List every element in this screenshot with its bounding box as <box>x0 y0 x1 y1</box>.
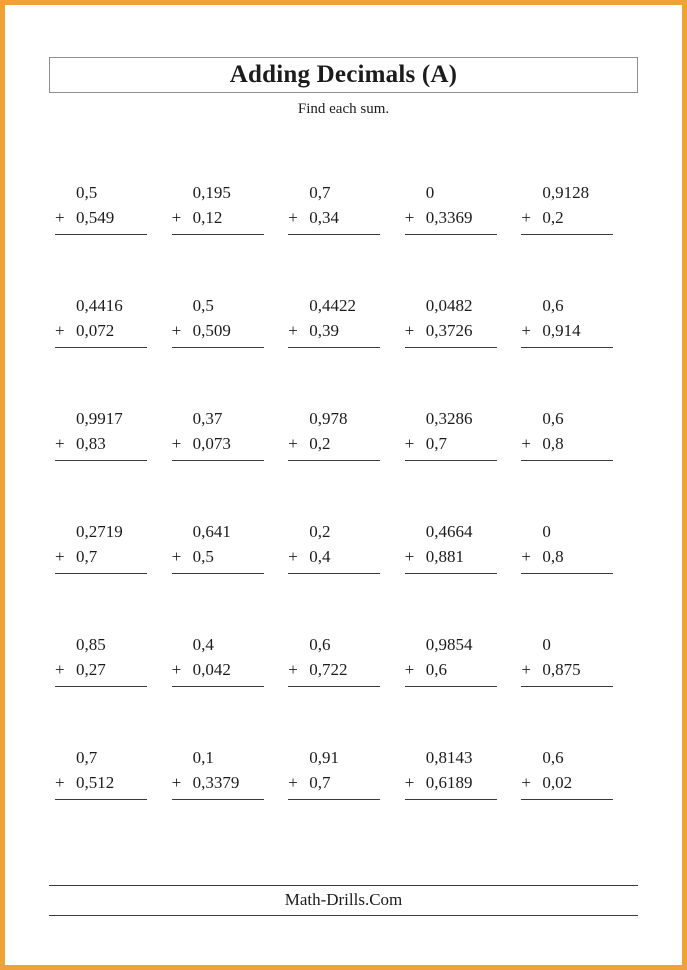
addend-top: 0,8143 <box>425 748 473 767</box>
addition-problem <box>405 293 497 348</box>
addend-top: 0,9917 <box>76 409 123 428</box>
addend-top-row <box>405 519 497 544</box>
addend-bottom: 0,4 <box>309 547 331 566</box>
answer-line <box>172 573 264 574</box>
addition-problem <box>405 180 497 235</box>
answer-line <box>521 460 613 461</box>
plus-placeholder <box>55 745 76 770</box>
addend-bottom-row <box>172 657 264 682</box>
addend-top: 0 <box>542 522 551 541</box>
addition-problem <box>405 406 497 461</box>
addend-top-row <box>405 293 497 318</box>
addend-bottom: 0,7 <box>309 773 331 792</box>
addend-top-row <box>55 519 147 544</box>
answer-line <box>405 460 497 461</box>
addend-bottom-row <box>405 431 497 456</box>
addend-top-row <box>288 745 380 770</box>
answer-line <box>405 686 497 687</box>
addend-top-row <box>55 745 147 770</box>
plus-sign: + <box>404 773 415 792</box>
addend-top: 0,2719 <box>76 522 123 541</box>
addend-top-row <box>288 632 380 657</box>
addend-bottom-row <box>172 318 264 343</box>
addend-bottom-row <box>55 431 147 456</box>
addition-problem <box>172 406 264 461</box>
addition-problem <box>288 180 380 235</box>
addition-problem <box>288 406 380 461</box>
plus-placeholder <box>405 519 426 544</box>
addend-bottom: 0,27 <box>76 660 106 679</box>
addend-bottom-row <box>521 544 613 569</box>
plus-sign: + <box>288 208 298 227</box>
addend-bottom: 0,073 <box>192 434 231 453</box>
addend-top: 0,0482 <box>425 296 473 315</box>
addend-bottom-row <box>405 318 497 343</box>
addend-bottom-row <box>55 770 147 795</box>
addend-top: 0,195 <box>192 183 231 202</box>
answer-line <box>55 686 147 687</box>
addend-top-row <box>55 293 147 318</box>
plus-sign: + <box>171 660 182 679</box>
addend-bottom-row <box>55 544 147 569</box>
addend-top-row <box>405 632 497 657</box>
addend-top: 0,7 <box>309 183 331 202</box>
addend-top-row <box>288 519 380 544</box>
plus-placeholder <box>172 406 193 431</box>
addend-top: 0,4 <box>192 635 214 654</box>
plus-sign: + <box>521 547 531 566</box>
plus-placeholder <box>288 180 309 205</box>
worksheet-subtitle: Find each sum. <box>297 101 390 117</box>
addend-top: 0,641 <box>192 522 231 541</box>
addition-problem <box>405 745 497 800</box>
addition-problem <box>405 632 497 687</box>
addend-bottom-row <box>55 205 147 230</box>
answer-line <box>288 686 380 687</box>
addend-top: 0,6 <box>542 296 564 315</box>
plus-placeholder <box>405 406 426 431</box>
addend-top: 0,4416 <box>76 296 123 315</box>
addend-top-row <box>521 632 613 657</box>
addend-bottom: 0,2 <box>309 434 331 453</box>
answer-line <box>405 573 497 574</box>
plus-sign: + <box>55 208 65 227</box>
plus-placeholder <box>521 180 542 205</box>
addend-bottom-row <box>288 544 380 569</box>
addend-top-row <box>288 180 380 205</box>
addend-bottom: 0,12 <box>192 208 223 227</box>
addition-problem <box>172 180 264 235</box>
plus-placeholder <box>55 406 76 431</box>
addend-bottom: 0,549 <box>76 208 115 227</box>
addend-bottom-row <box>172 205 264 230</box>
answer-line <box>55 347 147 348</box>
plus-placeholder <box>521 406 542 431</box>
addend-top-row <box>521 293 613 318</box>
answer-line <box>172 799 264 800</box>
addend-top-row <box>405 180 497 205</box>
addend-top: 0,4664 <box>425 522 473 541</box>
plus-sign: + <box>404 547 415 566</box>
addition-problem <box>55 745 147 800</box>
addend-bottom: 0,3369 <box>425 208 473 227</box>
plus-placeholder <box>288 293 309 318</box>
addition-problem <box>405 519 497 574</box>
addend-top: 0 <box>425 183 435 202</box>
plus-placeholder <box>288 406 309 431</box>
addition-problem <box>55 406 147 461</box>
plus-placeholder <box>55 632 76 657</box>
plus-placeholder <box>55 180 76 205</box>
problems-grid <box>5 180 682 800</box>
addend-bottom: 0,042 <box>192 660 231 679</box>
answer-line <box>172 460 264 461</box>
addend-bottom-row <box>55 657 147 682</box>
answer-line <box>55 460 147 461</box>
addend-top: 0,9854 <box>425 635 473 654</box>
plus-placeholder <box>288 632 309 657</box>
plus-sign: + <box>404 434 415 453</box>
addend-bottom-row <box>405 544 497 569</box>
answer-line <box>521 573 613 574</box>
addend-bottom: 0,072 <box>76 321 115 340</box>
addend-bottom-row <box>288 657 380 682</box>
addition-problem <box>521 293 613 348</box>
plus-placeholder <box>172 519 193 544</box>
addend-top-row <box>521 180 613 205</box>
plus-sign: + <box>171 321 182 340</box>
addend-top: 0,6 <box>542 409 564 428</box>
plus-placeholder <box>55 293 76 318</box>
addition-problem <box>172 519 264 574</box>
answer-line <box>172 234 264 235</box>
addend-top: 0,37 <box>192 409 223 428</box>
plus-sign: + <box>521 208 531 227</box>
answer-line <box>55 573 147 574</box>
addition-problem <box>172 293 264 348</box>
answer-line <box>55 234 147 235</box>
answer-line <box>288 460 380 461</box>
answer-line <box>521 799 613 800</box>
answer-line <box>172 347 264 348</box>
plus-placeholder <box>55 519 76 544</box>
plus-placeholder <box>172 745 193 770</box>
plus-placeholder <box>288 745 309 770</box>
addition-problem <box>55 519 147 574</box>
addend-top-row <box>55 406 147 431</box>
addend-bottom-row <box>405 657 497 682</box>
addend-bottom: 0,6 <box>425 660 448 679</box>
addend-top: 0,978 <box>309 409 348 428</box>
plus-sign: + <box>288 660 298 679</box>
addend-top: 0 <box>542 635 551 654</box>
addition-problem <box>521 406 613 461</box>
addition-problem <box>55 180 147 235</box>
answer-line <box>55 799 147 800</box>
plus-placeholder <box>405 293 426 318</box>
addition-problem <box>521 632 613 687</box>
addition-problem <box>521 519 613 574</box>
addend-top: 0,85 <box>76 635 106 654</box>
addend-top-row <box>405 406 497 431</box>
addend-bottom: 0,7 <box>425 434 448 453</box>
addend-top: 0,9128 <box>542 183 590 202</box>
addition-problem <box>288 293 380 348</box>
plus-placeholder <box>405 632 426 657</box>
addend-bottom-row <box>172 431 264 456</box>
addend-top: 0,5 <box>192 296 214 315</box>
plus-sign: + <box>521 773 531 792</box>
addend-bottom: 0,83 <box>76 434 106 453</box>
plus-placeholder <box>521 745 542 770</box>
plus-placeholder <box>521 293 542 318</box>
plus-sign: + <box>404 321 415 340</box>
addend-bottom-row <box>405 770 497 795</box>
addend-bottom-row <box>521 318 613 343</box>
plus-sign: + <box>521 660 531 679</box>
addend-top: 0,6 <box>309 635 331 654</box>
addition-problem <box>288 519 380 574</box>
plus-sign: + <box>55 434 65 453</box>
plus-sign: + <box>404 660 415 679</box>
addend-bottom: 0,722 <box>309 660 348 679</box>
addend-top: 0,7 <box>76 748 98 767</box>
addend-top-row <box>172 293 264 318</box>
plus-placeholder <box>172 632 193 657</box>
plus-sign: + <box>521 434 531 453</box>
plus-placeholder <box>405 180 426 205</box>
addend-top-row <box>521 745 613 770</box>
addend-bottom: 0,39 <box>309 321 339 340</box>
footer-site-name: Math-Drills.Com <box>284 890 403 909</box>
plus-sign: + <box>288 321 298 340</box>
addend-top-row <box>288 293 380 318</box>
addend-bottom-row <box>521 205 613 230</box>
addition-problem <box>288 745 380 800</box>
addend-bottom: 0,6189 <box>425 773 473 792</box>
plus-sign: + <box>288 773 298 792</box>
plus-placeholder <box>521 632 542 657</box>
addend-top: 0,6 <box>542 748 564 767</box>
plus-sign: + <box>55 773 65 792</box>
addend-top-row <box>172 519 264 544</box>
addend-top-row <box>172 180 264 205</box>
addend-top: 0,3286 <box>425 409 473 428</box>
addend-bottom-row <box>55 318 147 343</box>
addend-bottom: 0,3726 <box>425 321 473 340</box>
addend-bottom: 0,34 <box>309 208 339 227</box>
addend-top: 0,1 <box>192 748 214 767</box>
plus-sign: + <box>55 660 65 679</box>
answer-line <box>288 573 380 574</box>
answer-line <box>172 686 264 687</box>
plus-placeholder <box>172 293 193 318</box>
addend-bottom-row <box>405 205 497 230</box>
addend-top: 0,2 <box>309 522 331 541</box>
addition-problem <box>521 745 613 800</box>
answer-line <box>405 347 497 348</box>
addend-bottom-row <box>172 770 264 795</box>
worksheet-title: Adding Decimals (A) <box>229 61 458 88</box>
addend-bottom-row <box>521 657 613 682</box>
plus-placeholder <box>288 519 309 544</box>
addend-bottom: 0,512 <box>76 773 115 792</box>
footer <box>49 885 638 916</box>
addend-bottom-row <box>521 431 613 456</box>
answer-line <box>405 234 497 235</box>
plus-sign: + <box>521 321 531 340</box>
addend-bottom-row <box>288 431 380 456</box>
plus-placeholder <box>405 745 426 770</box>
answer-line <box>521 347 613 348</box>
answer-line <box>288 799 380 800</box>
addend-bottom: 0,509 <box>192 321 231 340</box>
addend-bottom: 0,8 <box>542 434 564 453</box>
addend-top-row <box>55 180 147 205</box>
addition-problem <box>55 632 147 687</box>
addend-top-row <box>405 745 497 770</box>
plus-placeholder <box>521 519 542 544</box>
addition-problem <box>521 180 613 235</box>
addend-bottom: 0,881 <box>425 547 465 566</box>
addend-top-row <box>55 632 147 657</box>
plus-sign: + <box>288 434 298 453</box>
plus-sign: + <box>171 547 182 566</box>
addend-bottom: 0,914 <box>542 321 581 340</box>
plus-sign: + <box>171 773 182 792</box>
addend-bottom: 0,2 <box>542 208 564 227</box>
addend-bottom-row <box>288 770 380 795</box>
addend-bottom: 0,3379 <box>192 773 240 792</box>
answer-line <box>405 799 497 800</box>
addend-bottom-row <box>288 318 380 343</box>
addend-bottom: 0,8 <box>542 547 564 566</box>
answer-line <box>521 686 613 687</box>
plus-sign: + <box>171 434 182 453</box>
addend-bottom: 0,02 <box>542 773 573 792</box>
plus-placeholder <box>172 180 193 205</box>
addition-problem <box>55 293 147 348</box>
addend-top-row <box>521 406 613 431</box>
addend-bottom: 0,7 <box>76 547 98 566</box>
addend-top: 0,5 <box>76 183 98 202</box>
answer-line <box>288 234 380 235</box>
addend-top-row <box>172 406 264 431</box>
answer-line <box>288 347 380 348</box>
addend-bottom: 0,875 <box>542 660 581 679</box>
addition-problem <box>172 632 264 687</box>
addend-top: 0,4422 <box>309 296 356 315</box>
addend-bottom: 0,5 <box>192 547 214 566</box>
addend-top: 0,91 <box>309 748 339 767</box>
addend-top-row <box>288 406 380 431</box>
plus-sign: + <box>404 208 415 227</box>
answer-line <box>521 234 613 235</box>
addend-top-row <box>172 632 264 657</box>
plus-sign: + <box>55 321 65 340</box>
plus-sign: + <box>171 208 182 227</box>
addition-problem <box>288 632 380 687</box>
addition-problem <box>172 745 264 800</box>
title-box <box>49 57 638 93</box>
addend-top-row <box>172 745 264 770</box>
plus-sign: + <box>55 547 65 566</box>
addend-bottom-row <box>521 770 613 795</box>
addend-top-row <box>521 519 613 544</box>
addend-bottom-row <box>288 205 380 230</box>
addend-bottom-row <box>172 544 264 569</box>
plus-sign: + <box>288 547 298 566</box>
